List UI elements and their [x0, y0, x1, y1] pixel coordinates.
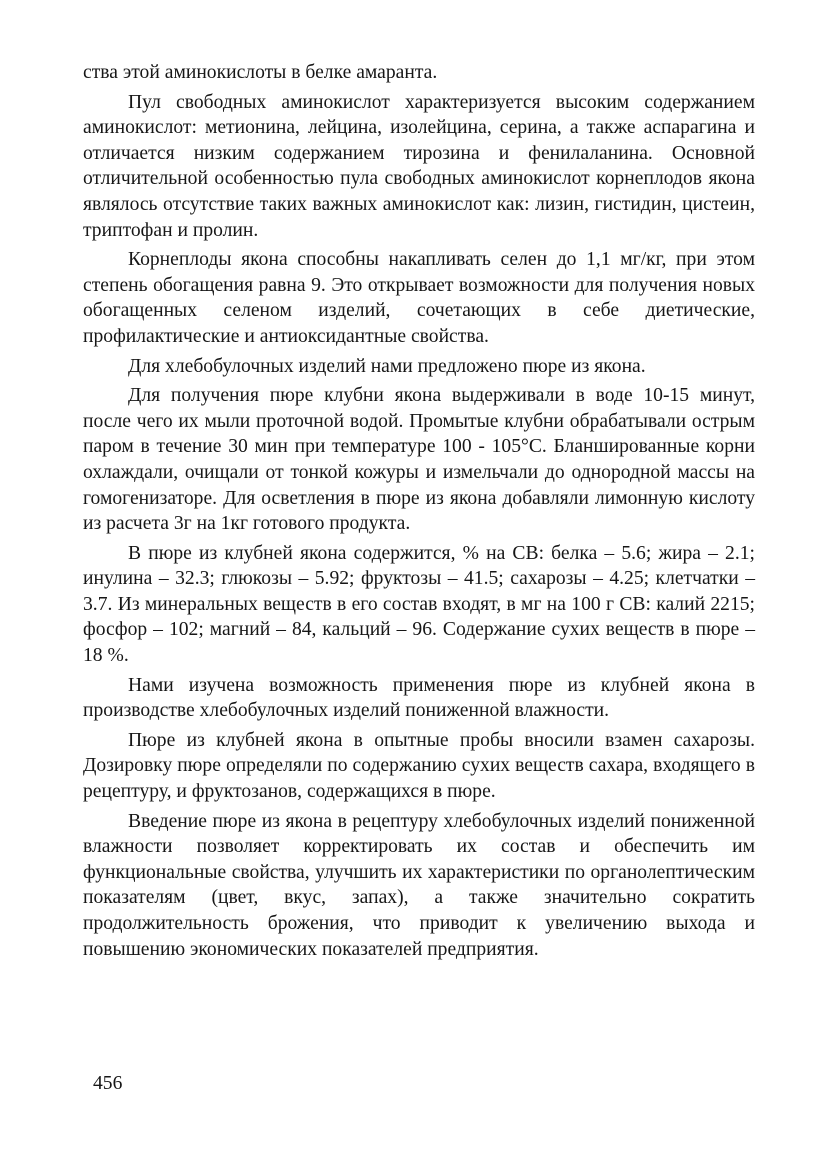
paragraph-free-amino-acids: Пул свободных аминокислот характеризуется высоким содержанием аминокислот: метионина, лейцина, изолейцина, серина, а также аспарагина и отличается низким содержанием тирозина и фенилаланина. Основной отличительной особенностью пула свободных аминокислот корнеплодов якона являлось отсутствие таких важных аминокислот как: лизин, гистидин, цистеин, триптофан и пролин. — [83, 91, 755, 241]
paragraph-puree-composition: В пюре из клубней якона содержится, % на СВ: белка – 5.6; жира – 2.1; инулина – 32.3; глюкозы – 5.92; фруктозы – 41.5; сахарозы – 4.25; клетчатки – 3.7. Из минеральных веществ в его состав входят, в мг на 100 г СВ: калий 2215; фосфор – 102; магний – 84, кальций – 96. Содержание сухих веществ в пюре – 18 %. — [83, 542, 755, 667]
paragraph-selenium: Корнеплоды якона способны накапливать селен до 1,1 мг/кг, при этом степень обогащения равна 9. Это открывает возможности для получения новых обогащенных селеном изделий, сочетающих в себе диетические, профилактические и антиоксидантные свойства. — [83, 249, 755, 347]
paragraph-puree-proposal: Для хлебобулочных изделий нами предложено пюре из якона. — [128, 355, 646, 377]
page-number: 456 — [93, 1073, 123, 1094]
paragraph-conclusion: Введение пюре из якона в рецептуру хлебобулочных изделий пониженной влажности позволяет корректировать их состав и обеспечить им функциональные свойства, улучшить их характеристики по органолептическим показателям (цвет, вкус, запах), а также значительно сократить продолжительность брожения, что приводит к увеличению выхода и повышению экономических показателей предприятия. — [83, 810, 755, 960]
paragraph-application-study: Нами изучена возможность применения пюре из клубней якона в производстве хлебобулочных изделий пониженной влажности. — [83, 674, 755, 722]
page-body — [83, 60, 755, 962]
paragraph-continuation: ства этой аминокислоты в белке амаранта. — [83, 62, 438, 83]
paragraph-dosage: Пюре из клубней якона в опытные пробы вносили взамен сахарозы. Дозировку пюре определяли по содержанию сухих веществ сахара, входящего в рецептуру, и фруктозанов, содержащихся в пюре. — [83, 729, 755, 803]
paragraph-puree-preparation: Для получения пюре клубни якона выдерживали в воде 10-15 минут, после чего их мыли проточной водой. Промытые клубни обрабатывали острым паром в течение 30 мин при температуре 100 - 105°С. Бланшированные корни охлаждали, очищали от тонкой кожуры и измельчали до однородной массы на гомогенизаторе. Для осветления в пюре из якона добавляли лимонную кислоту из расчета 3г на 1кг готового продукта. — [83, 385, 755, 535]
